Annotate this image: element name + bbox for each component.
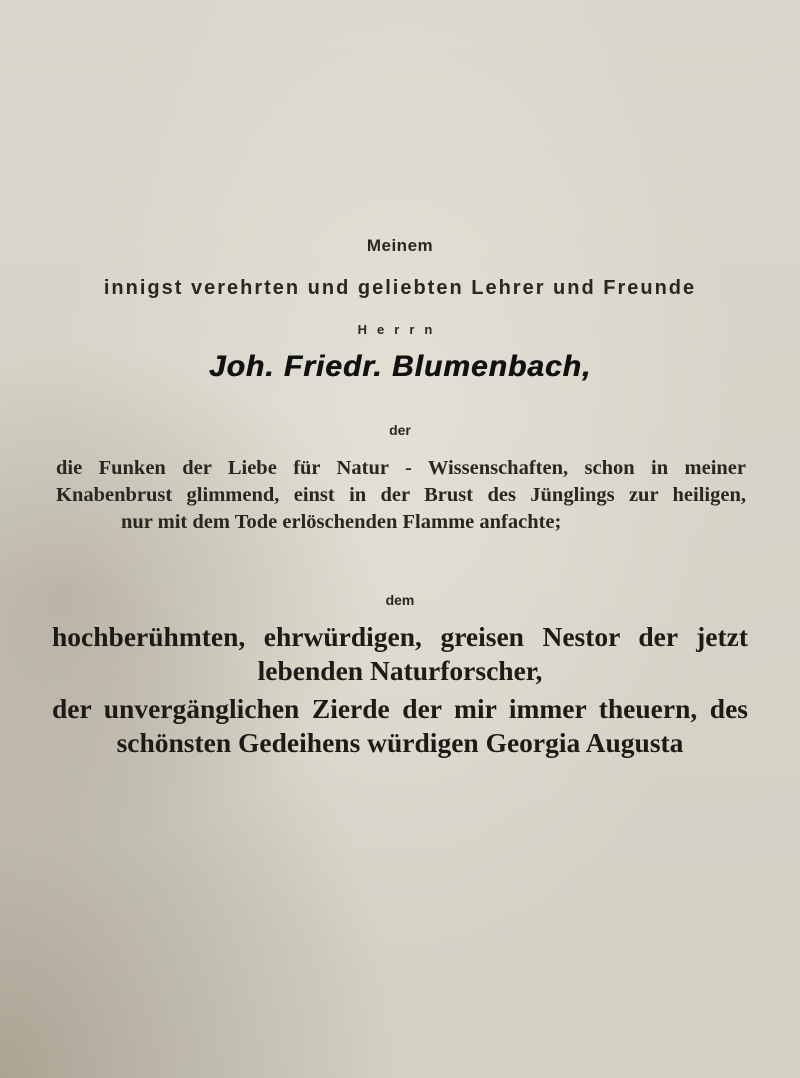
salutation-meinem: Meinem [366, 236, 434, 255]
dedication-paragraph-1 [56, 455, 746, 536]
paragraph-1-line-2: Knabenbrust glimmend, einst in der Brust des Jünglings zur heiligen, [56, 484, 746, 506]
connector-der: der [389, 422, 411, 438]
paragraph-2-line-1: hochberühmten, ehrwürdigen, greisen Nestor der jetzt [52, 621, 748, 652]
dedicatee-name: Joh. Friedr. Blumenbach, [208, 350, 592, 383]
dedication-paragraph-2 [52, 620, 748, 760]
paragraph-2-line-3: der unvergänglichen Zierde der mir immer theuern, des [52, 693, 748, 724]
connector-dem: dem [385, 592, 415, 608]
paragraph-2-line-2: lebenden Naturforscher, [257, 655, 543, 686]
paragraph-1-line-3: nur mit dem Tode erlöschenden Flamme anfachte; [121, 511, 562, 533]
paragraph-1-line-1: die Funken der Liebe für Natur - Wissenschaften, schon in meiner [56, 457, 746, 479]
salutation-line: innigst verehrten und geliebten Lehrer und Freunde [103, 277, 697, 299]
title-herrn: Herrn [357, 322, 443, 337]
paragraph-2-line-4: schönsten Gedeihens würdigen Georgia Augusta [116, 727, 684, 758]
